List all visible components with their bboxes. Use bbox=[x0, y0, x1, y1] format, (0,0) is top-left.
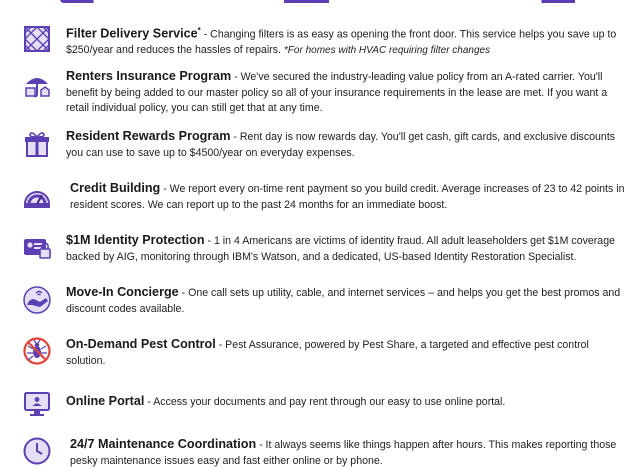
id-card-lock-icon bbox=[22, 232, 52, 262]
service-text bbox=[66, 129, 626, 161]
service-text bbox=[66, 23, 626, 59]
service-text bbox=[70, 437, 630, 469]
service-title: Credit Building bbox=[70, 181, 161, 195]
service-text bbox=[66, 69, 626, 117]
asterisk-marker: * bbox=[197, 26, 201, 35]
service-title: On-Demand Pest Control bbox=[66, 337, 216, 351]
umbrella-house-icon bbox=[22, 70, 52, 100]
credit-gauge-icon bbox=[22, 182, 52, 212]
clock-icon bbox=[22, 436, 52, 466]
service-title: Move-In Concierge bbox=[66, 285, 179, 299]
service-text bbox=[66, 394, 626, 411]
service-description: - 1 in 4 Americans are victims of identity fraud. All adult leaseholders get $1M coverage backed by AIG, monitoring through IBM's Watson, and a dedicated, US-based Identity Restoration Specialist. bbox=[66, 235, 615, 263]
service-text bbox=[66, 337, 626, 369]
service-description: - Access your documents and pay rent through our easy to use online portal. bbox=[144, 396, 506, 408]
gift-icon bbox=[22, 129, 52, 159]
concierge-icon bbox=[22, 285, 52, 315]
service-text bbox=[66, 233, 626, 265]
service-description: - We've secured the industry-leading value policy from an A-rated carrier. You'll benefit by being added to our master policy so all of your insurance requirements in the lease are met. If you want a retail individual policy, you can still get that at any time. bbox=[66, 71, 608, 114]
portal-monitor-icon bbox=[22, 389, 52, 419]
service-text bbox=[66, 285, 626, 317]
service-title: Online Portal bbox=[66, 394, 145, 408]
service-title: $1M Identity Protection bbox=[66, 233, 205, 247]
service-description: - Rent day is now rewards day. You'll get cash, gift cards, and exclusive discounts you can use to save up to $4500/year on everyday expenses. bbox=[66, 131, 616, 159]
cropped-heading-fragment bbox=[60, 0, 620, 3]
service-description: - We report every on-time rent payment so you build credit. Average increases of 23 to 42 points in resident scores. We can report up to the past 24 months for an immediate boost. bbox=[70, 183, 625, 211]
service-description: - Changing filters is as easy as opening the front door. This service helps you save up to $250/year and reduces the hassles of repairs. bbox=[66, 28, 617, 57]
service-description: - Pest Assurance, powered by Pest Share, a targeted and effective pest control solution. bbox=[66, 339, 589, 367]
service-footnote: *For homes with HVAC requiring filter changes bbox=[283, 45, 491, 57]
service-title: Renters Insurance Program bbox=[66, 69, 232, 83]
service-description: - It always seems like things happen after hours. This makes reporting those pesky maintenance issues easy and fast either online or by phone. bbox=[70, 439, 617, 467]
service-title: Resident Rewards Program bbox=[66, 129, 231, 143]
service-text bbox=[70, 181, 630, 213]
filter-icon bbox=[22, 24, 52, 54]
service-description: - One call sets up utility, cable, and internet services – and helps you get the best promos and discount codes available. bbox=[66, 287, 621, 315]
service-title: Filter Delivery Service bbox=[66, 26, 198, 41]
no-pest-icon bbox=[22, 336, 52, 366]
service-title: 24/7 Maintenance Coordination bbox=[70, 437, 257, 451]
